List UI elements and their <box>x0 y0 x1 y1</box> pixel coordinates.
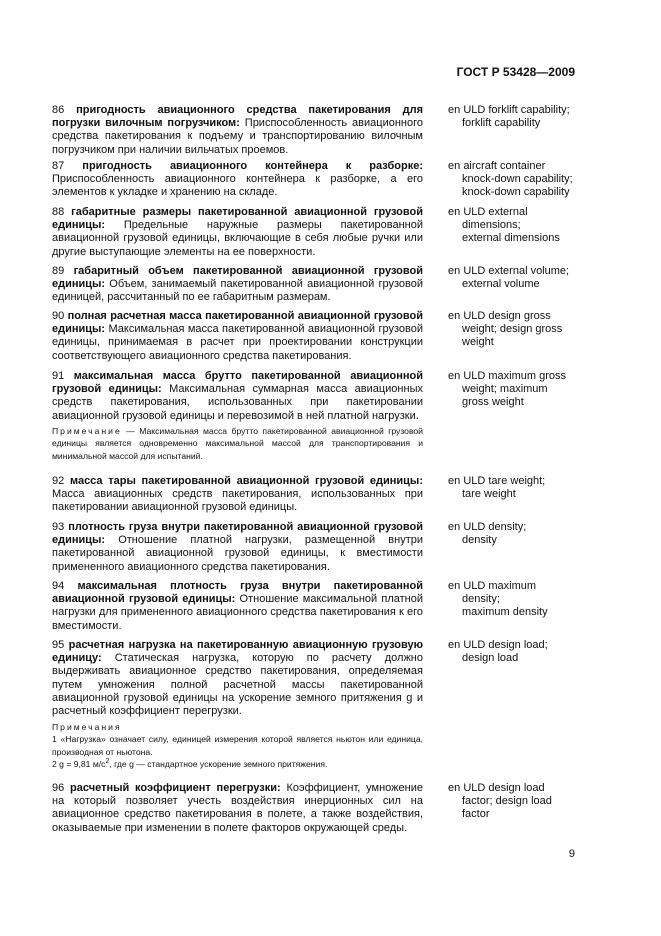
lang-code: en <box>448 521 461 533</box>
term-number: 95 <box>52 639 65 651</box>
term-title: максимальная плотность груза внутри пакетированной авиационной грузовой единицы: <box>52 580 423 606</box>
page-number: 9 <box>568 848 575 860</box>
note-item-1: 1 «Нагрузка» означает силу, единицей измерения которой является ньютон или единица, производная от ньютона. <box>52 734 423 757</box>
lang-code: en <box>448 104 461 116</box>
term-definition: Масса авиационных средств пакетирования, использованных при пакетировании авиационной грузовой единицы. <box>52 488 423 514</box>
term-ru <box>52 370 423 423</box>
term-definition: Максимальная суммарная масса авиационных средств пакетирования, использованных при пакетировании авиационной грузовой единицы и перевозимой в ней платной нагрузки. <box>52 383 423 422</box>
en-term: forklift capability <box>462 117 541 130</box>
term-definition: Статическая нагрузка, которую по расчету должно выдерживать авиационное средство пакетирования, определяемая путем умножения полной расчетной массы пакетированной авиационной грузовой единицы на ускорение земного притяжения g и расчетный коэффициент перегрузки. <box>52 652 423 718</box>
term-ru <box>52 521 423 574</box>
en-term: design load <box>462 652 519 665</box>
en-term: weight <box>462 336 494 349</box>
en-term: density <box>462 534 497 547</box>
term-number: 91 <box>52 370 65 382</box>
en-term: ULD tare weight; <box>463 475 546 487</box>
term-ru <box>52 310 423 363</box>
en-term: ULD design load <box>463 782 545 794</box>
term-ru <box>52 639 423 718</box>
term-ru <box>52 782 423 835</box>
term-ru <box>52 580 423 633</box>
term-en <box>448 782 608 822</box>
en-term: maximum density <box>462 606 548 619</box>
en-term: knock-down capability; <box>462 173 573 186</box>
term-number: 93 <box>52 521 65 533</box>
en-term: weight; design gross <box>462 323 563 336</box>
term-en <box>448 160 608 200</box>
term-ru <box>52 160 423 200</box>
term-definition: Отношение максимальной платной нагрузки для примененного авиационного средства пакетирования к его вместимости. <box>52 593 423 632</box>
note-91 <box>52 425 423 462</box>
en-term: ULD external <box>463 206 528 218</box>
term-en <box>448 104 608 130</box>
term-en <box>448 310 608 350</box>
note-text: Максимальная масса брутто пакетированной авиационной грузовой единицы является одновременно максимальной массой для транспортирования и минимальной массой для испытаний. <box>52 426 423 461</box>
term-number: 96 <box>52 782 65 794</box>
term-en <box>448 475 608 501</box>
term-en <box>448 265 608 291</box>
term-number: 88 <box>52 206 65 218</box>
term-number: 94 <box>52 580 65 592</box>
term-definition: Максимальная масса пакетированной авиационной грузовой единицы, принимаемая в расчет при проектировании конструкции соответствующего авиационного средства пакетирования. <box>52 323 424 362</box>
term-number: 89 <box>52 265 65 277</box>
notes-95 <box>52 721 423 771</box>
en-term: dimensions; <box>462 219 521 232</box>
term-ru <box>52 104 423 157</box>
term-title: плотность груза внутри пакетированной авиационной грузовой единицы: <box>52 521 423 547</box>
note-item-2: 2 g = 9,81 $м/с^2$, где g — стандартное ускорение земного притяжения. <box>52 758 328 770</box>
notes-label: Примечания <box>52 722 122 732</box>
term-title: габаритные размеры пакетированной авиационной грузовой единицы: <box>52 206 424 232</box>
en-term: external dimensions <box>462 232 560 245</box>
term-definition: Коэффициент, умножение на который позволяет учесть воздействия инерционных сил на авиационное средство пакетирования в полете, а также воздействия, оказываемые при изменении в полете факторов окружающей среды. <box>52 782 423 834</box>
term-definition: Приспособленность авиационного контейнера к разборке, а его элементов к укладке и хранению на складе. <box>52 173 423 199</box>
en-term: external volume <box>462 278 540 291</box>
lang-code: en <box>448 782 461 794</box>
en-term: ULD external volume; <box>463 265 570 277</box>
term-definition: Объем, занимаемый пакетированной авиационной грузовой единицей, рассчитанный по ее габаритным размерам. <box>52 278 423 304</box>
term-ru <box>52 265 423 305</box>
term-number: 86 <box>52 104 65 116</box>
lang-code: en <box>448 206 461 218</box>
term-title: габаритный объем пакетированной авиационной грузовой единицы: <box>52 265 423 291</box>
en-term: ULD design load; <box>463 639 548 651</box>
term-number: 87 <box>52 160 65 172</box>
term-ru <box>52 206 423 259</box>
en-term: density; <box>462 593 500 606</box>
note-label: Примечание <box>52 426 122 436</box>
en-term: ULD maximum gross <box>463 370 566 382</box>
en-term: ULD design gross <box>463 310 551 322</box>
term-title: масса тары пакетированной авиационной грузовой единицы: <box>69 475 423 487</box>
lang-code: en <box>448 160 461 172</box>
en-term: weight; maximum <box>462 383 548 396</box>
lang-code: en <box>448 639 461 651</box>
term-title: полная расчетная масса пакетированной авиационной грузовой единицы: <box>52 310 423 336</box>
term-en <box>448 580 608 620</box>
en-term: aircraft container <box>463 160 546 172</box>
en-term: ULD density; <box>463 521 527 533</box>
term-number: 92 <box>52 475 65 487</box>
lang-code: en <box>448 475 461 487</box>
term-number: 90 <box>52 310 65 322</box>
term-title: пригодность авиационного средства пакетирования для погрузки вилочным погрузчиком: <box>52 104 423 130</box>
term-en <box>448 370 608 410</box>
term-en <box>448 521 608 547</box>
term-ru <box>52 475 423 515</box>
lang-code: en <box>448 310 461 322</box>
document-header: ГОСТ Р 53428—2009 <box>456 65 575 79</box>
lang-code: en <box>448 265 461 277</box>
term-definition: Отношение платной нагрузки, размещенной внутри пакетированной авиационной грузовой единицы, к вместимости примененного авиационного средства пакетирования. <box>52 534 423 573</box>
term-definition: Приспособленность авиационного средства пакетирования к подъему и транспортированию вилочным погрузчиком при наличии вильчатых проемов. <box>52 117 423 156</box>
term-definition: Предельные наружные размеры пакетированной авиационной грузовой единицы, включающие в себя любые ручки или другие выступающие элементы на ее поверхности. <box>52 219 424 258</box>
en-term: tare weight <box>462 488 516 501</box>
lang-code: en <box>448 370 461 382</box>
en-term: knock-down capability <box>462 186 570 199</box>
term-title: максимальная масса брутто пакетированной авиационной грузовой единицы: <box>52 370 423 396</box>
en-term: factor <box>462 808 490 821</box>
term-en <box>448 206 608 246</box>
term-title: расчетная нагрузка на пакетированную авиационную грузовую единицу: <box>52 639 424 665</box>
en-term: ULD forklift capability; <box>463 104 570 116</box>
term-title: расчетный коэффициент перегрузки: <box>70 782 281 794</box>
en-term: gross weight <box>462 396 524 409</box>
en-term: ULD maximum <box>463 580 537 592</box>
en-term: factor; design load <box>462 795 552 808</box>
term-title: пригодность авиационного контейнера к разборке: <box>82 160 423 172</box>
term-en <box>448 639 608 665</box>
note-dash: — <box>121 426 140 436</box>
lang-code: en <box>448 580 461 592</box>
